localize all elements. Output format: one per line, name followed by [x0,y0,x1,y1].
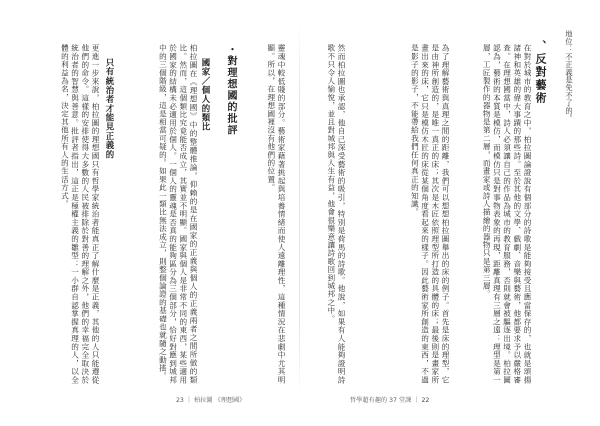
section-title-against-art: 、反對藝術 [534,40,547,105]
subsection-1-body: 柏拉圖在《理想國》中的整體推論，仰賴的是在國家的正義與個人的正義兩者之間所做的類比。然而，這個類比究竟能否成立，其實並不明顯。國家與個人是非常不同的東西，某些適用於國家的結構未必適用於個人。一個人的靈魂是否真的能夠區分為三個部分，恰好對應到城邦中的三個階級，這是相當可疑的。如果此一類比無法成立，則整個論證的基礎也就隨之動搖。 [158,44,198,384]
right-body-1: 在對於城市的教育之中，柏拉圖論證說有個部分的詩歌是能夠接受且應當保存的，也就是頌揚諸神和英雄的偉大事蹟的那些詩。至於其他的文學、戲劇、音樂與藝術，他都要求予以嚴格審查。在理想國當中，詩人必須讓自己的作品為城市的教育服務，否則就會被驅逐出境。柏拉圖認為，藝術的本質是模仿，而模仿只是對事物表象的再現，距離真理有三層之遠：理型是第一層，工匠製作的器物是第二層，而畫家或詩人描繪的器物只是第三層。 [482,44,532,384]
right-body-2: 為了理解藝術與真理之間的距離，我們可以想想柏拉圖舉出的床的例子。首先是床的理型，它是由神所創造的，是唯一真正的床；其次是木匠依照理型所打造的具體的床；最後則是畫家所畫出來的床，它只是模仿木匠的床從某個角度看起來的樣子。因此藝術家所創造的東西，不過是影子的影子，不能帶給我們任何真正的知識。 [410,44,450,384]
top-quote: 地位：不正義是免不了的。 [565,30,574,123]
left-footer-title: 23 ｜ 柏拉圖 《理想國》 [176,397,246,404]
left-footer [176,395,245,404]
right-page [300,0,600,426]
right-page-number: 22 [421,397,430,404]
subsection-2-body: 更進一步來說，柏拉圖的理想國只有哲學家統治者能真正了解什麼是正義，其他的人只能遵從他們的命令。這樣的安排使得大多數的人民被排除於對善的理解之外，他們的幸福完全取決於統治者的智慧與善意。批評者指出，這正是極權主義的雛型：一小群自認掌握真理的人，以全體的利益為名，決定其他所有人的生活方式。 [60,44,100,384]
right-body-3: 然而柏拉圖也承認，他自己深受藝術的吸引，特別是荷馬的詩歌。他說，如果有人能夠證明詩歌不只令人愉悅，並且對城邦與人生有益，他會很樂意讓詩歌回到城邦之中。 [326,44,346,384]
subsection-title-analogy: 國家／個人的類比 [201,58,211,132]
section-title-critique: ・對理想國的批評 [225,44,236,136]
right-footer-title: 哲學超有趣的 37 堂課 [350,397,412,404]
right-footer: 哲學超有趣的 37 堂課 ｜ 22 [350,397,430,404]
left-intro-text: 靈魂中較低賤的部分。藝術家藉著挑起與培養情緒而使人遠離理性，這種情況在悲劇中尤其明顯。所以，在理想國裡沒有他們的位置。 [266,44,286,384]
subsection-title-justice: 只有統治者才能見正義的 [105,58,115,160]
